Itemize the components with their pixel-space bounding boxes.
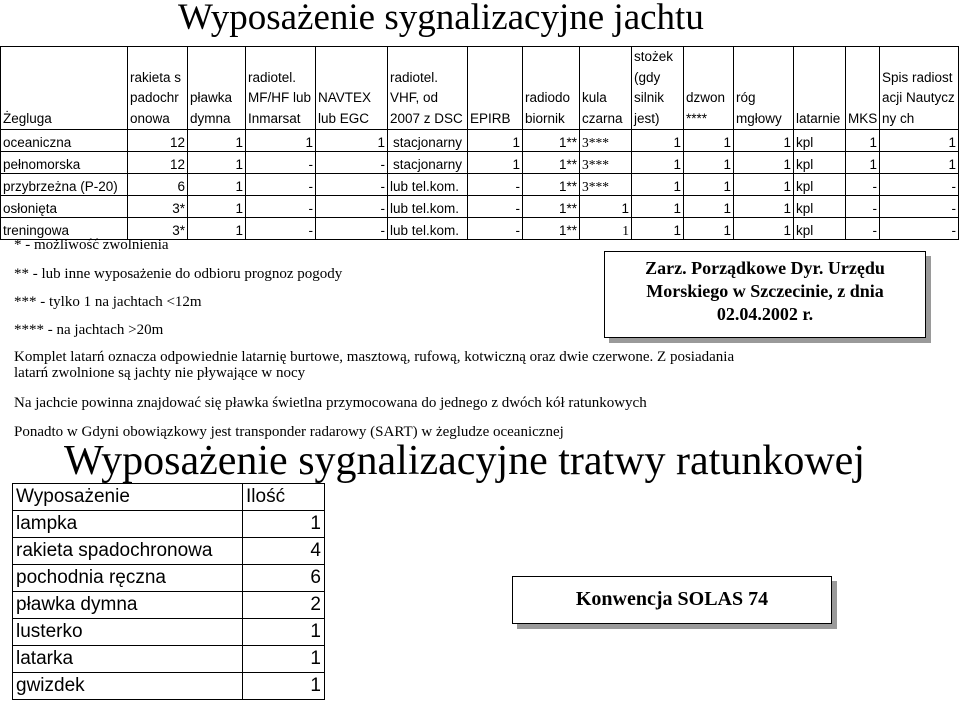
table-cell: 1 (734, 196, 794, 218)
table-cell: kpl (794, 174, 846, 196)
footnote-3: *** - tylko 1 na jachtach <12m (14, 294, 202, 310)
table-cell: 1 (188, 130, 246, 152)
table-cell: treningowa (1, 218, 128, 240)
lights-paragraph (14, 349, 734, 381)
header-cell: NAVTEX lub EGC (316, 47, 388, 130)
table-cell: 1 (846, 130, 880, 152)
table-cell: 6 (243, 565, 325, 592)
table-cell: 12 (128, 130, 188, 152)
table-cell: gwizdek (13, 673, 243, 700)
table-cell: - (316, 196, 388, 218)
table-cell: - (246, 152, 316, 174)
table-row (13, 619, 325, 646)
source-box (604, 251, 926, 338)
table-cell: stacjonarny (388, 130, 468, 152)
table-cell: - (846, 174, 880, 196)
table-cell: 1** (523, 174, 580, 196)
solas-box: Konwencja SOLAS 74 (512, 576, 832, 624)
table-cell: 1 (246, 130, 316, 152)
table-cell: 3*** (580, 130, 632, 152)
table-cell: 1 (468, 130, 523, 152)
table-cell: - (846, 218, 880, 240)
sart-paragraph: Ponadto w Gdyni obowiązkowy jest transponder radarowy (SART) w żegludze oceanicznej (14, 424, 564, 440)
table-cell: osłonięta (1, 196, 128, 218)
table-row (1, 152, 959, 174)
table-cell: lub tel.kom. (388, 174, 468, 196)
table-row (1, 196, 959, 218)
table-cell: - (246, 196, 316, 218)
footnote-2: ** - lub inne wyposażenie do odbioru prognoz pogody (14, 266, 343, 282)
header-cell: Ilość (243, 484, 325, 511)
table-cell: - (316, 218, 388, 240)
table-cell: 1 (880, 130, 959, 152)
table-cell: przybrzeżna (P-20) (1, 174, 128, 196)
table-cell: lub tel.kom. (388, 196, 468, 218)
table-row (13, 511, 325, 538)
table-cell: 1 (243, 619, 325, 646)
table-row (13, 538, 325, 565)
lights-paragraph-line: Komplet latarń oznacza odpowiednie latarnię burtowe, masztową, rufową, kotwiczną oraz dwie czerwone. Z posiadania (14, 349, 735, 365)
header-cell: MKS (846, 47, 880, 130)
header-cell: dzwon **** (684, 47, 734, 130)
header-cell: EPIRB (468, 47, 523, 130)
table-cell: kpl (794, 130, 846, 152)
table-cell: - (316, 174, 388, 196)
table-cell: pełnomorska (1, 152, 128, 174)
table-cell: 1 (632, 196, 684, 218)
header-cell: Spis radiostacji Nautyczny ch (880, 47, 959, 130)
table-cell: 1** (523, 130, 580, 152)
header-cell: róg mgłowy (734, 47, 794, 130)
source-line: 02.04.2002 r. (716, 304, 814, 324)
table-cell: stacjonarny (388, 152, 468, 174)
table-cell: 1 (316, 130, 388, 152)
table-cell: 1 (632, 130, 684, 152)
table-cell: 1 (684, 130, 734, 152)
table-row (13, 646, 325, 673)
table-cell: 1** (523, 196, 580, 218)
table-cell: 1 (580, 196, 632, 218)
table-header-row (13, 484, 325, 511)
footnote-4: **** - na jachtach >20m (14, 322, 164, 338)
table-cell: 4 (243, 538, 325, 565)
table-cell: 1 (188, 196, 246, 218)
table-cell: kpl (794, 152, 846, 174)
table-cell: 1 (684, 174, 734, 196)
table-cell: 1 (188, 218, 246, 240)
table-cell: lub tel.kom. (388, 218, 468, 240)
raft-title: Wyposażenie sygnalizacyjne tratwy ratunkowej (64, 438, 865, 484)
table-cell: 2 (243, 592, 325, 619)
table-cell: 1 (734, 152, 794, 174)
table-cell: 1 (880, 152, 959, 174)
table-cell: 1 (632, 218, 684, 240)
header-cell: pławka dymna (188, 47, 246, 130)
table-row (13, 565, 325, 592)
table-cell: 1 (580, 218, 632, 240)
table-cell: - (468, 196, 523, 218)
table-cell: lusterko (13, 619, 243, 646)
lights-paragraph-line: latarń zwolnione są jachty nie pływające w nocy (14, 365, 306, 381)
table-cell: 1 (468, 152, 523, 174)
table-cell: 1 (684, 196, 734, 218)
buoy-paragraph: Na jachcie powinna znajdować się pławka świetlna przymocowana do jednego z dwóch kół ratunkowych (14, 395, 647, 411)
table-cell: - (880, 218, 959, 240)
table-cell: - (846, 196, 880, 218)
table-cell: 1 (243, 673, 325, 700)
table-cell: rakieta spadochronowa (13, 538, 243, 565)
table-cell: kpl (794, 218, 846, 240)
table-cell: latarka (13, 646, 243, 673)
header-cell: Żegluga (1, 47, 128, 130)
table-cell: 12 (128, 152, 188, 174)
table-row (13, 592, 325, 619)
table-cell: 1** (523, 152, 580, 174)
header-cell: radiotel. VHF, od 2007 z DSC (388, 47, 468, 130)
table-cell: - (468, 174, 523, 196)
header-cell: radiodobiornik (523, 47, 580, 130)
source-line: Zarz. Porządkowe Dyr. Urzędu (645, 258, 885, 278)
table-cell: 3* (128, 196, 188, 218)
table-cell: lampka (13, 511, 243, 538)
header-cell: kula czarna (580, 47, 632, 130)
table-cell: oceaniczna (1, 130, 128, 152)
table-cell: 1 (846, 152, 880, 174)
raft-equipment-table (12, 483, 325, 700)
footnote-1: * - możliwość zwolnienia (14, 237, 169, 253)
table-cell: pławka dymna (13, 592, 243, 619)
table-cell: - (316, 152, 388, 174)
table-cell: 1 (243, 511, 325, 538)
source-line: Morskiego w Szczecinie, z dnia (646, 281, 884, 301)
table-cell: 1 (632, 152, 684, 174)
table-cell: pochodnia ręczna (13, 565, 243, 592)
table-cell: 1 (684, 152, 734, 174)
table-header-row (1, 47, 959, 130)
table-cell: 1 (684, 218, 734, 240)
table-cell: 3*** (580, 152, 632, 174)
table-cell: 1 (632, 174, 684, 196)
table-cell: 1 (734, 130, 794, 152)
yacht-signal-table (0, 46, 959, 240)
table-row (1, 130, 959, 152)
table-cell: 1** (523, 218, 580, 240)
table-cell: 1 (188, 152, 246, 174)
table-cell: 3* (128, 218, 188, 240)
table-cell: kpl (794, 196, 846, 218)
table-cell: - (880, 174, 959, 196)
table-row (13, 673, 325, 700)
table-cell: 1 (243, 646, 325, 673)
table-cell: - (246, 174, 316, 196)
table-cell: 1 (734, 174, 794, 196)
table-cell: - (468, 218, 523, 240)
header-cell: Wyposażenie (13, 484, 243, 511)
table-cell: - (880, 196, 959, 218)
table-cell: - (246, 218, 316, 240)
table-cell: 3*** (580, 174, 632, 196)
table-cell: 1 (734, 218, 794, 240)
table-cell: 6 (128, 174, 188, 196)
header-cell: radiotel. MF/HF lub Inmarsat (246, 47, 316, 130)
header-cell: latarnie (794, 47, 846, 130)
table-cell: 1 (188, 174, 246, 196)
header-cell: stożek (gdy silnik jest) (632, 47, 684, 130)
page-title: Wyposażenie sygnalizacyjne jachtu (178, 0, 704, 38)
header-cell: rakieta spadochronowa (128, 47, 188, 130)
table-row (1, 174, 959, 196)
